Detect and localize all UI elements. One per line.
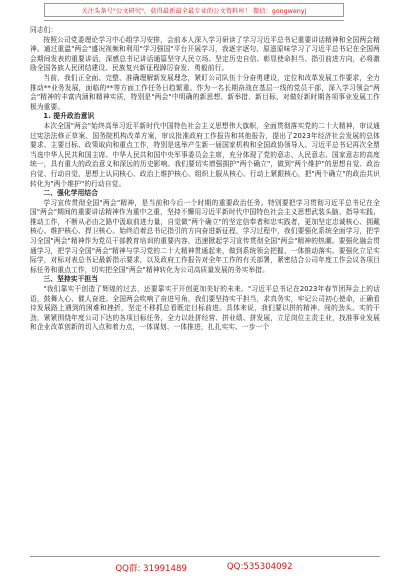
header-rule xyxy=(44,20,344,21)
section-1-paragraph: 本次全国"两会"始终高举习近平新时代中国特色社会主义思想伟大旗帜，全面贯彻落实党的二十大精神，审议通过宪法法修正草案、国务院机构改革方案，审议批准政府工作报告和其他报告，提出了2023年经济社会发展的总体要求、主要目标、政策取向和重点工作，特别是选举产生新一届国家机构和全国政协领导人。习近平总书记再次全票当选中华人民共和国主席、中华人民共和国中央军事委员会主席，充分体现了党的意志、人民意志、国家意志的高度统一，具有重大的政治意义和深远的历史影响。我们要切实增强拥护"两个确立"，做到"两个维护"的思想自觉、政治自觉、行动自觉，思想上认同核心、政治上维护核心、组织上服从核心、行动上紧跟核心，把"两个确立"的政治共识转化为"两个维护"的行动自觉。 xyxy=(30,121,380,188)
contact-footer xyxy=(0,562,408,576)
section-heading-3: 三、坚持实干担当 xyxy=(43,275,99,284)
document-body xyxy=(30,26,380,552)
section-heading-2: 二、强化学用结合 xyxy=(43,189,99,198)
section-heading-1: 1. 提升政治意识 xyxy=(43,112,95,121)
intro-paragraph-2: 当前，我们正全面、完整、准确理解新发展理念，紧盯公司队伍十分奋勇建设，定位和改革发展工作要求，全力推动**业务发展，面临的**等方面工作任务日趋繁重。作为一名长期奋战在基层一线的党员干部，深入学习领会"两会"精神的丰富内涵和精神实质，特别是"两会"中明确的新思想、新举措、新目标，对做好新时期各项事业发展工作极为重要。 xyxy=(30,73,380,111)
salutation: 同志们： xyxy=(30,26,58,34)
section-3-paragraph: "我们靠实干创造了辉煌的过去，还要靠实干开创更加美好的未来。"习近平总书记在2023年春节团拜会上的话语，鼓舞人心、催人奋进。全国两会吹响了奋进号角，我们要坚持实干担当，求真务实，牢记公司初心使命，正确看待发展路上遇到的困难和挫折，坚定不移抓总看既定目标前进。具体来说，我们要以拼的精神、闯的劲头、实的干劲，紧紧围绕年度公司下达的各项目标任务，全力以赴拼经营、拼业绩、拼发展，立足岗位主责主业，找准事业发展和企业改革创新的切入点和着力点，一体谋划、一体推进，扎扎实实、一步一个 xyxy=(30,285,380,332)
footer-qq-group: QQ群: 31991489 xyxy=(115,564,187,574)
section-2-paragraph: 学习宣传贯彻全国"两会"精神，是当前和今后一个时期的重要政治任务。特别要把学习贯彻习近平总书记在全国"两会"期间的重要讲话精神作为重中之重，坚持不懈用习近平新时代中国特色社会主义思想武装头脑、指导实践、推动工作，不断从必由之路中汲取前进力量，自觉做"两个确立"的坚定信奉者和忠实践者，更加坚定忠诚核心、拥戴核心、维护核心、捍卫核心。始终沿着总书记指引的方向奋进新征程，学习过程中，我们要强化系统全面学习，把学习全国"两会"精神作为党员干部教育培训的重要内容，迅速掀起学习宣传贯彻全国"两会"精神的热潮。要强化融会贯通学习，把学习全国"两会"精神与学习党的二十大精神贯通起来，做到系统领会把握、一体推动落实。要强化立足实际学，对标对表总书记最新指示要求，以及政府工作报告对全年工作的有关部署，紧密结合公司年度工作会议各项目标任务和重点工作，切实把全国"两会"精神转化为公司高质量发展的务实举措。 xyxy=(30,198,380,274)
intro-paragraph-1: 按照公司党委理论学习中心组学习安排，会前本人深入学习研读了学习习近平总书记重要讲话精神和全国两会精神。通过重温"两会"盛况视频和利用"学习强国"平台开展学习，我逐字逐句、原滋原味学习了习近平总书记在全国两会期间发表的重要讲话，深感总书记讲话通篇坚守人民立场、坚定历史自信、彰显使命担当、指引前进方向，必将激励全国各族人民团结建设、民族复兴新征程踔厉奋发、勇毅前行。 xyxy=(30,35,380,73)
footer-qq-contact: QQ:535304092 xyxy=(226,562,293,572)
promo-banner: 关注头条号"公文研究"，获得最新最全最专业的公文资料库！ 微信：gongwenyj xyxy=(44,3,344,17)
footer-rule xyxy=(30,556,380,557)
